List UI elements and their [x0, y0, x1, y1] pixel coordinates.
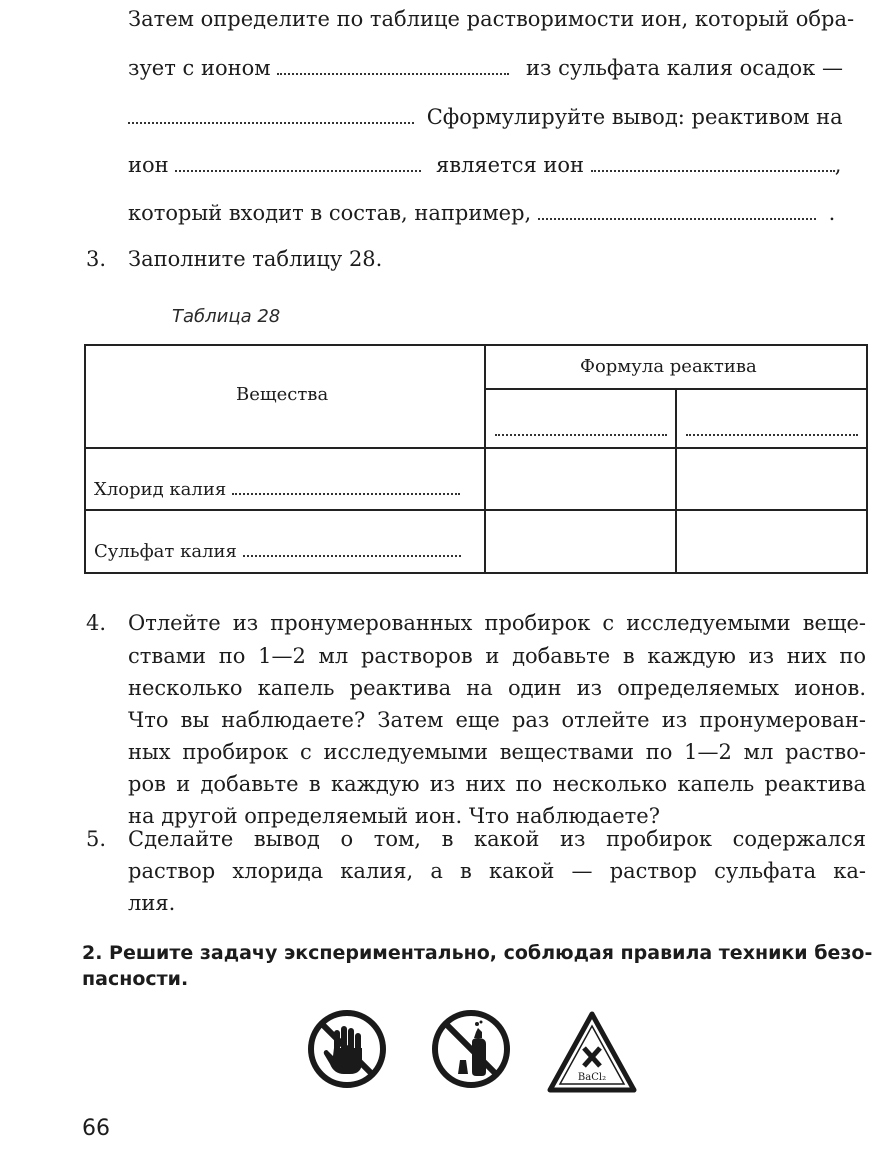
answer-cell[interactable]	[679, 451, 864, 507]
step4-line: ствами по 1—2 мл растворов и добавьте в каждую из них по	[128, 644, 866, 668]
table-caption: Таблица 28	[172, 306, 281, 327]
blank-field[interactable]	[232, 479, 460, 495]
toxic-hazard-icon	[546, 1010, 638, 1094]
table-divider	[86, 447, 866, 449]
hazard-label: BaCl₂	[577, 1072, 607, 1083]
paragraph-text: Затем определите по таблице растворимости ион, который обра-	[128, 7, 855, 31]
answer-cell[interactable]	[488, 451, 673, 507]
header-substances: Вещества	[236, 384, 329, 405]
formula-blank-2[interactable]	[686, 416, 858, 436]
blank-field[interactable]	[128, 104, 414, 124]
step5-line: раствор хлорида калия, а в какой — раствор сульфата ка-	[128, 859, 866, 883]
paragraph-line	[128, 6, 854, 32]
paragraph-text: является ион	[436, 153, 585, 177]
paragraph-line	[128, 104, 843, 130]
paragraph-text: из сульфата калия осадок —	[525, 56, 843, 80]
formula-blank-1[interactable]	[495, 416, 667, 436]
blank-field[interactable]	[175, 152, 421, 172]
paragraph-line	[128, 152, 841, 178]
step-text: Заполните таблицу 28.	[128, 247, 383, 271]
task2-heading: пасности.	[82, 968, 189, 990]
table-divider	[675, 390, 677, 572]
step-number: 5.	[86, 827, 107, 851]
table-divider	[86, 509, 866, 511]
paragraph-line	[128, 200, 835, 226]
step4-line: ных пробирок с исследуемыми веществами по 1—2 мл раство-	[128, 740, 866, 764]
answer-cell[interactable]	[488, 513, 673, 570]
blank-field[interactable]	[591, 152, 835, 172]
row-label-chloride	[94, 479, 460, 501]
paragraph-text: который входит в состав, например,	[128, 201, 532, 225]
step5-line: лия.	[128, 891, 176, 915]
step-number: 3.	[86, 247, 107, 271]
no-tasting-icon	[430, 1008, 512, 1090]
row-label-sulfate	[94, 541, 461, 563]
paragraph-text: зует с ионом	[128, 56, 271, 80]
row-label-text: Хлорид калия	[94, 479, 227, 500]
step4-line: Отлейте из пронумерованных пробирок с исследуемыми веще-	[128, 611, 866, 635]
paragraph-text: ,	[834, 153, 842, 177]
blank-field[interactable]	[277, 55, 509, 75]
paragraph-text: .	[828, 201, 836, 225]
answer-cell[interactable]	[679, 513, 864, 570]
task2-heading: 2. Решите задачу экспериментально, соблюдая правила техники безо-	[82, 942, 873, 964]
step4-line: ров и добавьте в каждую из них по несколько капель реактива	[128, 772, 866, 796]
paragraph-text: Сформулируйте вывод: реактивом на	[426, 105, 843, 129]
step5-line: Сделайте вывод о том, в какой из пробирок содержался	[128, 827, 866, 851]
step4-line: на другой определяемый ион. Что наблюдаете?	[128, 804, 660, 828]
blank-field[interactable]	[243, 541, 461, 557]
step4-line: Что вы наблюдаете? Затем еще раз отлейте из пронумерован-	[128, 708, 866, 732]
page-number: 66	[82, 1116, 110, 1141]
table-divider	[484, 388, 866, 390]
no-hand-contact-icon	[306, 1008, 388, 1090]
blank-field[interactable]	[538, 200, 816, 220]
step4-line: несколько капель реактива на один из определяемых ионов.	[128, 676, 866, 700]
table-28	[84, 344, 868, 574]
table-divider	[484, 346, 486, 572]
header-formula: Формула реактива	[580, 356, 757, 377]
step-number: 4.	[86, 611, 107, 635]
paragraph-text: ион	[128, 153, 169, 177]
paragraph-line	[128, 55, 843, 81]
row-label-text: Сульфат калия	[94, 541, 237, 562]
